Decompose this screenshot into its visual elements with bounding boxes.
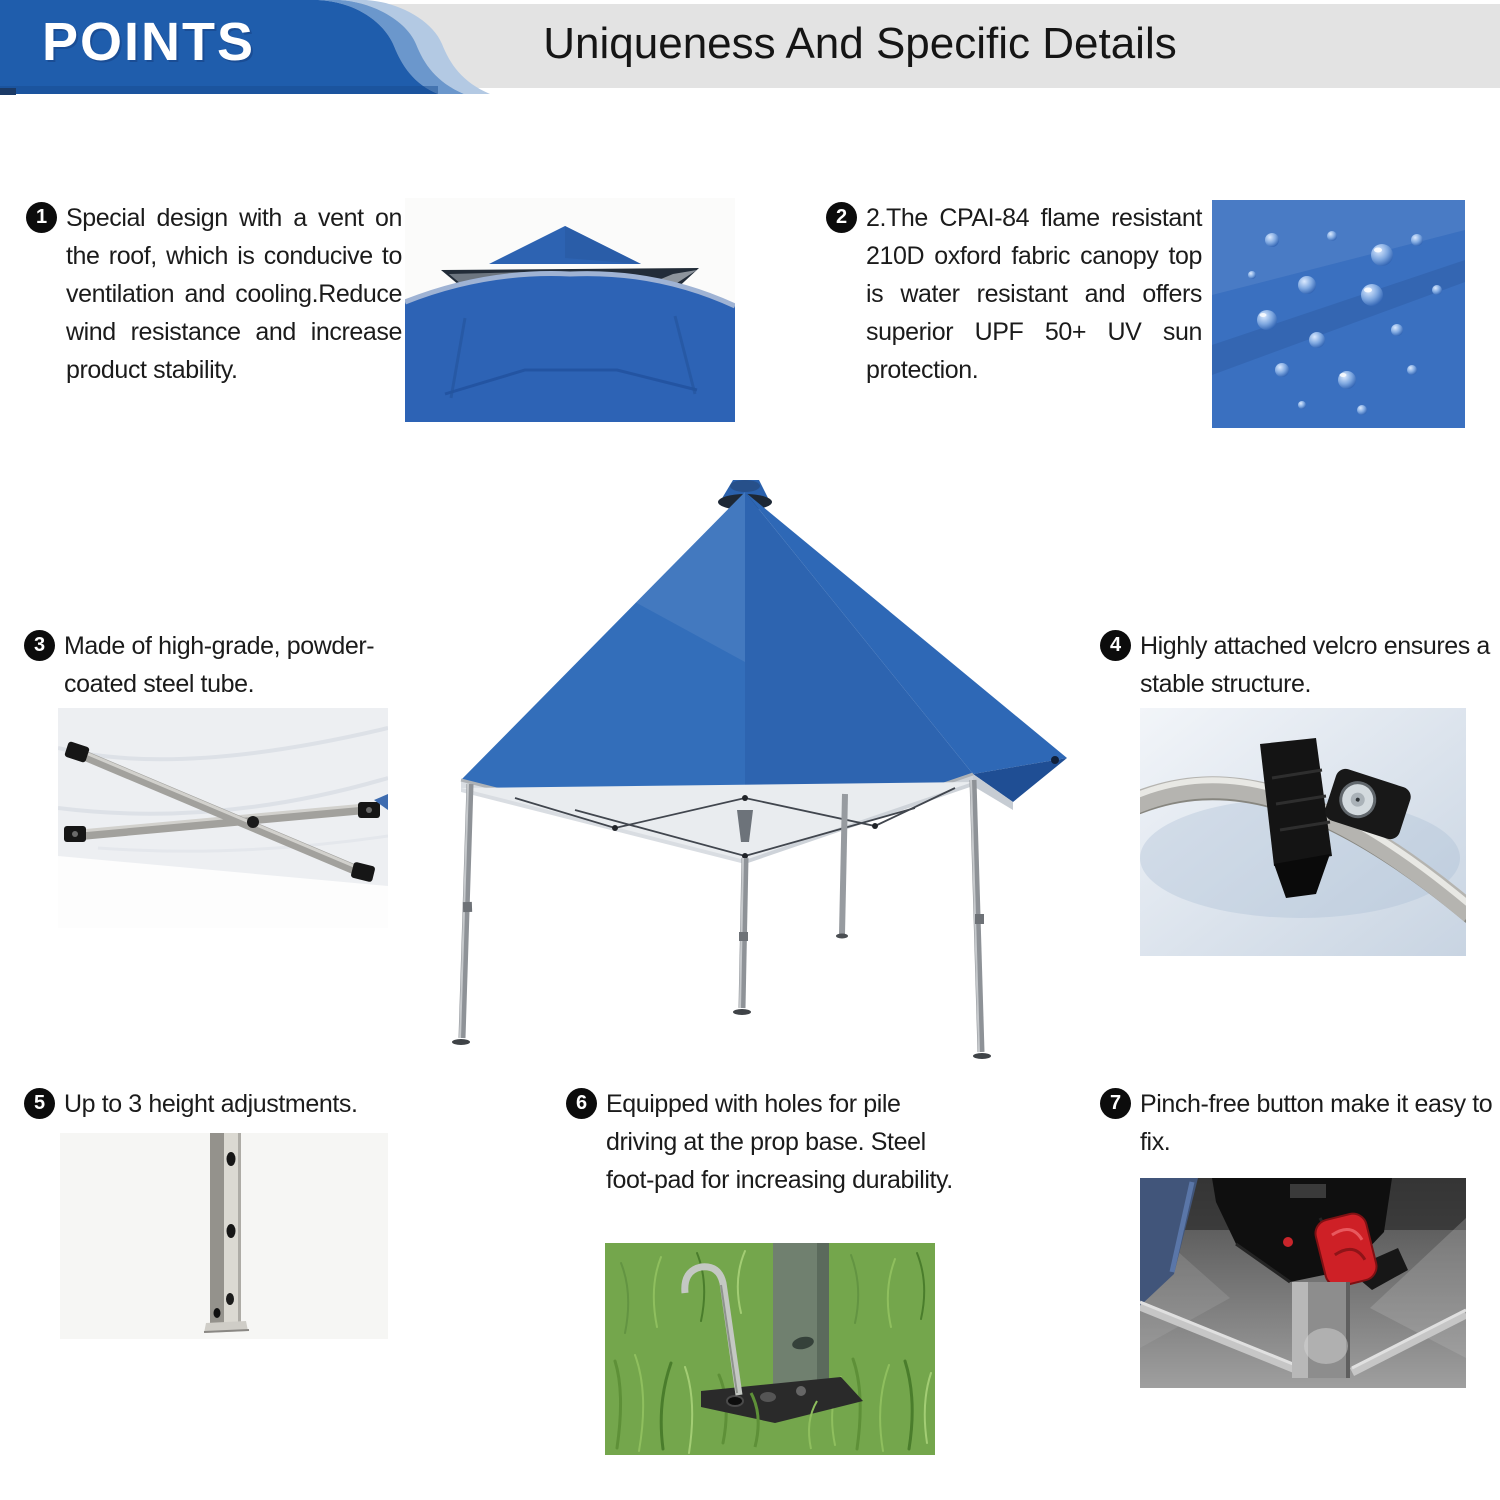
- point-6-number-badge: 6: [566, 1088, 597, 1119]
- velcro-strap-illustration: [1140, 708, 1466, 956]
- vent-closeup-illustration: [405, 198, 735, 422]
- points-banner-label: POINTS: [42, 12, 256, 72]
- pinch-free-button-illustration: [1140, 1178, 1466, 1388]
- water-resistant-fabric-image: [1212, 200, 1465, 428]
- point-7-text: Pinch-free button make it easy to fix.: [1140, 1090, 1493, 1156]
- point-7-number-badge: 7: [1100, 1088, 1131, 1119]
- canopy-tent-image: [415, 462, 1095, 1062]
- point-2-text: 2.The CPAI-84 flame resistant 210D oxford fabric canopy top is water resistant and offers superior UPF 50+ UV sun protection.: [866, 204, 1202, 384]
- steel-frame-image: [58, 708, 388, 928]
- point-4-text: Highly attached velcro ensures a stable structure.: [1140, 632, 1490, 698]
- point-6-text: Equipped with holes for pile driving at the prop base. Steel foot-pad for increasing durability.: [606, 1090, 953, 1194]
- adjustment-pole-illustration: [60, 1133, 388, 1339]
- page-title: Uniqueness And Specific Details: [543, 19, 1177, 68]
- steel-frame-illustration: [58, 708, 388, 928]
- vent-closeup-image: [405, 198, 735, 422]
- canopy-tent-illustration: [415, 462, 1095, 1062]
- point-1-text: Special design with a vent on the roof, which is conducive to ventilation and cooling.Reduce wind resistance and increase product stability.: [66, 204, 402, 384]
- pinch-free-button-image: [1140, 1178, 1466, 1388]
- water-droplets-illustration: [1212, 200, 1465, 428]
- height-adjustment-pole-image: [60, 1133, 388, 1339]
- point-5-text: Up to 3 height adjustments.: [64, 1090, 358, 1118]
- velcro-strap-image: [1140, 708, 1466, 956]
- foot-pad-stake-illustration: [605, 1243, 935, 1455]
- point-3-number-badge: 3: [24, 630, 55, 661]
- point-1-number-badge: 1: [26, 202, 57, 233]
- points-banner: [0, 0, 520, 94]
- point-2-number-badge: 2: [826, 202, 857, 233]
- banner-corner-fold: [0, 88, 16, 95]
- point-3-text: Made of high-grade, powder-coated steel tube.: [64, 632, 375, 698]
- point-5-number-badge: 5: [24, 1088, 55, 1119]
- point-4-number-badge: 4: [1100, 630, 1131, 661]
- foot-pad-stake-image: [605, 1243, 935, 1455]
